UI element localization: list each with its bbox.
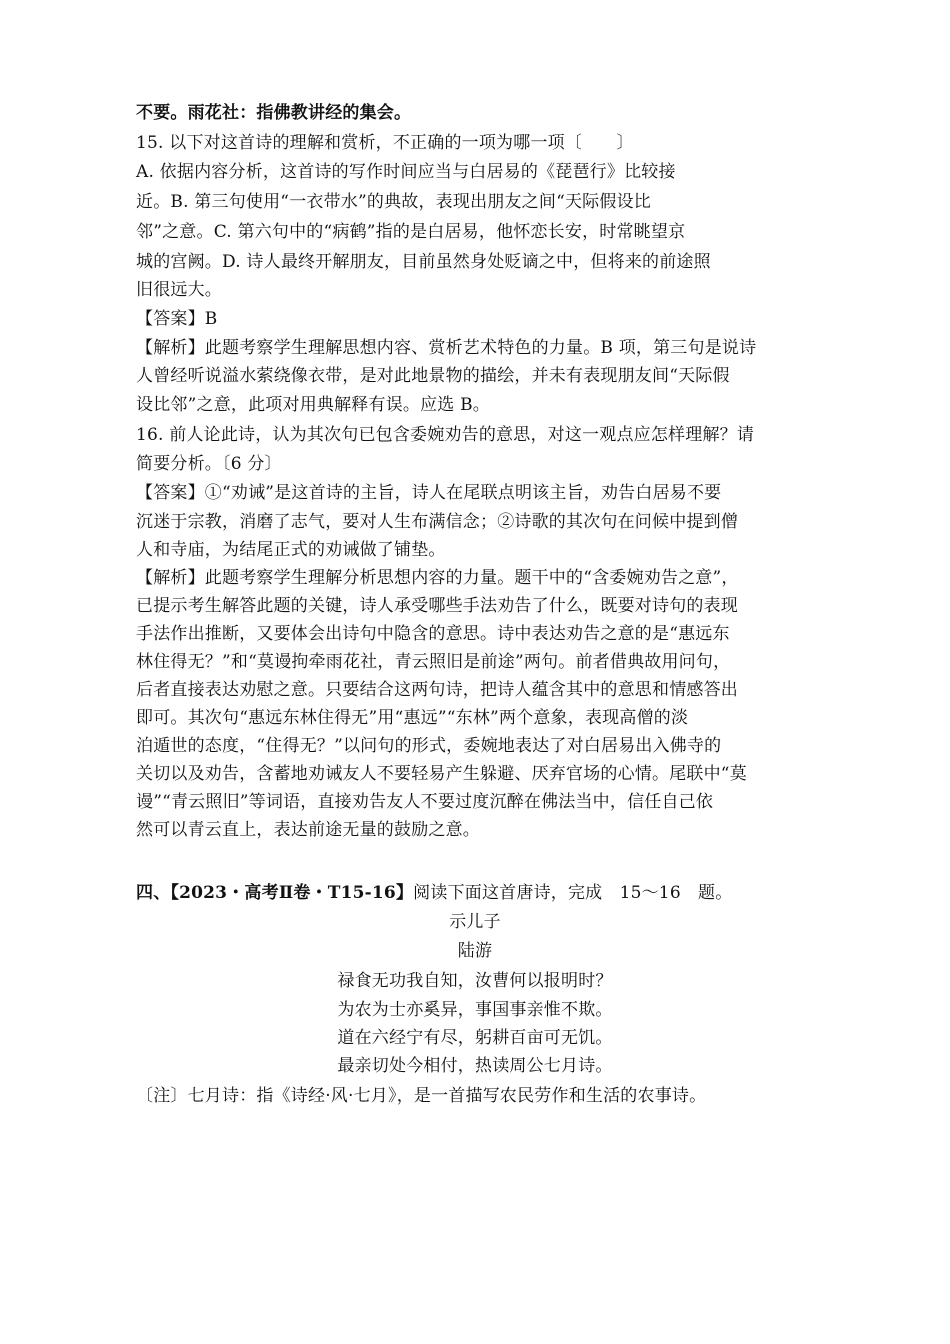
intro-line: 不要。雨花社：指佛教讲经的集会。 bbox=[136, 103, 412, 123]
q16-question-line: 简要分析。〔6 分〕 bbox=[136, 454, 282, 474]
section-heading-prefix: 四、【2023・高考Ⅱ卷・T15-16】 bbox=[136, 883, 414, 903]
poem-line: 最亲切处今相付，热读周公七月诗。 bbox=[337, 1056, 613, 1076]
section-heading-suffix: 阅读下面这首唐诗，完成 15～16 题。 bbox=[413, 883, 733, 903]
section-heading bbox=[136, 880, 732, 906]
q16-analysis-line: 林住得无？”和“莫谩拘牵雨花社，青云照旧是前途”两句。前者借典故用问句， bbox=[136, 652, 731, 672]
poem-title: 示儿子 bbox=[449, 912, 501, 932]
q15-options-line: 旧很远大。 bbox=[136, 280, 222, 300]
q15-options-line: 近。B. 第三句使用“一衣带水”的典故，表现出朋友之间“天际假设比 bbox=[136, 192, 651, 212]
q16-answer-line: 人和寺庙，为结尾正式的劝诫做了铺垫。 bbox=[136, 540, 446, 560]
q16-analysis-line: 后者直接表达劝慰之意。只要结合这两句诗，把诗人蕴含其中的意思和情感答出 bbox=[136, 680, 738, 700]
poem-line: 道在六经宁有尽，躬耕百亩可无饥。 bbox=[337, 1028, 613, 1048]
q15-analysis-line: 设比邻”之意，此项对用典解释有误。应选 B。 bbox=[136, 395, 490, 415]
q16-analysis-line: 泊遁世的态度，“住得无？”以问句的形式，委婉地表达了对白居易出入佛寺的 bbox=[136, 736, 722, 756]
q16-answer-line: 沉迷于宗教，消磨了志气，要对人生布满信念；②诗歌的其次句在问候中提到僧 bbox=[136, 512, 738, 532]
q15-question: 15. 以下对这首诗的理解和赏析，不正确的一项为哪一项〔 〕 bbox=[136, 133, 634, 153]
q16-analysis-line: 手法作出推断，又要体会出诗句中隐含的意思。诗中表达劝告之意的是“惠远东 bbox=[136, 624, 730, 644]
poem-author: 陆游 bbox=[457, 941, 493, 961]
poem-line: 禄食无功我自知，汝曹何以报明时？ bbox=[337, 971, 613, 991]
q15-analysis-line: 【解析】此题考察学生理解思想内容、赏析艺术特色的力量。B 项，第三句是说诗 bbox=[136, 338, 757, 358]
q16-analysis-line: 即可。其次句“惠远东林住得无”用“惠远”“东林”两个意象，表现高僧的淡 bbox=[136, 708, 689, 728]
q16-analysis-line: 已提示考生解答此题的关键，诗人承受哪些手法劝告了什么，既要对诗句的表现 bbox=[136, 596, 738, 616]
q16-analysis-line: 关切以及劝告，含蓄地劝诫友人不要轻易产生躲避、厌弃官场的心情。尾联中“莫 bbox=[136, 764, 747, 784]
q16-analysis-line: 然可以青云直上，表达前途无量的鼓励之意。 bbox=[136, 820, 480, 840]
q16-analysis-line: 谩”“青云照旧”等词语，直接劝告友人不要过度沉醉在佛法当中，信任自己依 bbox=[136, 792, 714, 812]
q16-question-line: 16. 前人论此诗，认为其次句已包含委婉劝告的意思，对这一观点应怎样理解？请 bbox=[136, 425, 755, 445]
poem-line: 为农为士亦奚异，事国事亲惟不欺。 bbox=[337, 1000, 613, 1020]
q15-analysis-line: 人曾经听说溢水萦绕像衣带，是对此地景物的描绘，并未有表现朋友间“天际假 bbox=[136, 366, 730, 386]
q16-answer-line: 【答案】①“劝诫”是这首诗的主旨，诗人在尾联点明该主旨，劝告白居易不要 bbox=[136, 483, 722, 503]
q15-options-line: 邻”之意。C. 第六句中的“病鹤”指的是白居易，他怀恋长安，时常眺望京 bbox=[136, 222, 686, 242]
q15-answer: 【答案】B bbox=[136, 309, 218, 329]
q15-options-line: A. 依据内容分析，这首诗的写作时间应当与白居易的《琵琶行》比较接 bbox=[136, 162, 676, 182]
q15-options-line: 城的宫阙。D. 诗人最终开解朋友，目前虽然身处贬谪之中，但将来的前途照 bbox=[136, 252, 711, 272]
poem-note: 〔注〕七月诗：指《诗经·风·七月》，是一首描写农民劳作和生活的农事诗。 bbox=[136, 1086, 707, 1106]
q16-analysis-line: 【解析】此题考察学生理解分析思想内容的力量。题干中的“含委婉劝告之意”， bbox=[136, 568, 739, 588]
